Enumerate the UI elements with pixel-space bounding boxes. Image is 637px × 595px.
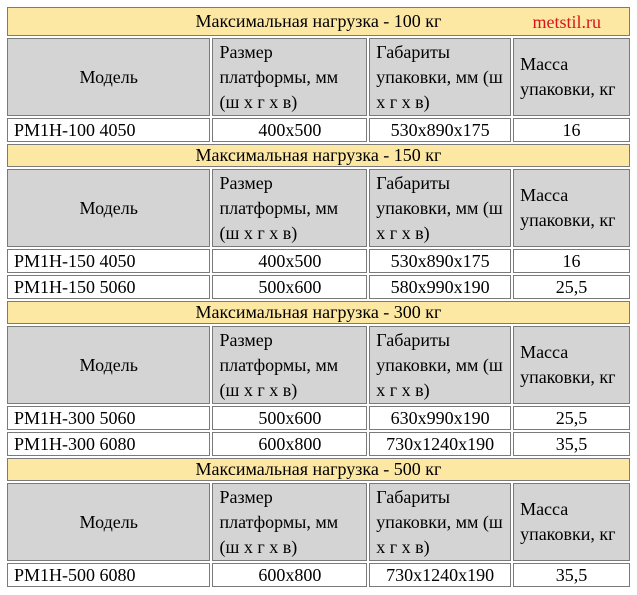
section-title: Максимальная нагрузка - 500 кг bbox=[195, 459, 442, 479]
section-title-row bbox=[7, 7, 630, 36]
table-row bbox=[7, 563, 630, 587]
table-row bbox=[7, 249, 630, 273]
package-cell: 730x1240x190 bbox=[369, 432, 511, 456]
table-row bbox=[7, 406, 630, 430]
section-title-cell bbox=[7, 144, 630, 167]
header-row bbox=[7, 169, 630, 247]
section-title-row bbox=[7, 144, 630, 167]
mass-cell: 16 bbox=[513, 118, 630, 142]
product-spec-table-container bbox=[5, 5, 632, 589]
mass-cell: 16 bbox=[513, 249, 630, 273]
header-package-mass: Масса упаковки, кг bbox=[513, 326, 630, 404]
package-cell: 530x890x175 bbox=[369, 118, 511, 142]
table-row bbox=[7, 275, 630, 299]
model-cell: PM1H-150 4050 bbox=[7, 249, 210, 273]
package-cell: 730x1240x190 bbox=[369, 563, 511, 587]
section-title-cell bbox=[7, 458, 630, 481]
section-title-row bbox=[7, 301, 630, 324]
mass-cell: 35,5 bbox=[513, 432, 630, 456]
model-cell: PM1H-300 6080 bbox=[7, 432, 210, 456]
package-cell: 530x890x175 bbox=[369, 249, 511, 273]
section-title: Максимальная нагрузка - 100 кг bbox=[195, 11, 442, 31]
brand-link[interactable]: metstil.ru bbox=[532, 12, 601, 32]
header-package-size: Габариты упаковки, мм (ш х г х в) bbox=[369, 38, 511, 116]
model-cell: PM1H-500 6080 bbox=[7, 563, 210, 587]
section-title: Максимальная нагрузка - 150 кг bbox=[195, 145, 442, 165]
header-model: Модель bbox=[7, 169, 210, 247]
header-model: Модель bbox=[7, 38, 210, 116]
platform-cell: 400x500 bbox=[212, 118, 367, 142]
header-platform-size: Размер платформы, мм (ш х г х в) bbox=[212, 483, 367, 561]
model-cell: PM1H-100 4050 bbox=[7, 118, 210, 142]
package-cell: 630x990x190 bbox=[369, 406, 511, 430]
section-title-cell bbox=[7, 7, 630, 36]
header-package-mass: Масса упаковки, кг bbox=[513, 483, 630, 561]
mass-cell: 25,5 bbox=[513, 275, 630, 299]
header-package-mass: Масса упаковки, кг bbox=[513, 38, 630, 116]
platform-cell: 500x600 bbox=[212, 275, 367, 299]
platform-cell: 600x800 bbox=[212, 563, 367, 587]
model-cell: PM1H-150 5060 bbox=[7, 275, 210, 299]
header-package-size: Габариты упаковки, мм (ш х г х в) bbox=[369, 483, 511, 561]
package-cell: 580x990x190 bbox=[369, 275, 511, 299]
section-title-cell bbox=[7, 301, 630, 324]
platform-cell: 500x600 bbox=[212, 406, 367, 430]
header-row bbox=[7, 38, 630, 116]
product-spec-table bbox=[5, 5, 632, 589]
mass-cell: 35,5 bbox=[513, 563, 630, 587]
platform-cell: 400x500 bbox=[212, 249, 367, 273]
header-platform-size: Размер платформы, мм (ш х г х в) bbox=[212, 38, 367, 116]
header-row bbox=[7, 483, 630, 561]
header-package-mass: Масса упаковки, кг bbox=[513, 169, 630, 247]
model-cell: PM1H-300 5060 bbox=[7, 406, 210, 430]
table-row bbox=[7, 118, 630, 142]
header-row bbox=[7, 326, 630, 404]
header-model: Модель bbox=[7, 326, 210, 404]
header-package-size: Габариты упаковки, мм (ш х г х в) bbox=[369, 169, 511, 247]
mass-cell: 25,5 bbox=[513, 406, 630, 430]
platform-cell: 600x800 bbox=[212, 432, 367, 456]
header-package-size: Габариты упаковки, мм (ш х г х в) bbox=[369, 326, 511, 404]
table-row bbox=[7, 432, 630, 456]
header-platform-size: Размер платформы, мм (ш х г х в) bbox=[212, 326, 367, 404]
section-title-row bbox=[7, 458, 630, 481]
header-model: Модель bbox=[7, 483, 210, 561]
header-platform-size: Размер платформы, мм (ш х г х в) bbox=[212, 169, 367, 247]
section-title: Максимальная нагрузка - 300 кг bbox=[195, 302, 442, 322]
